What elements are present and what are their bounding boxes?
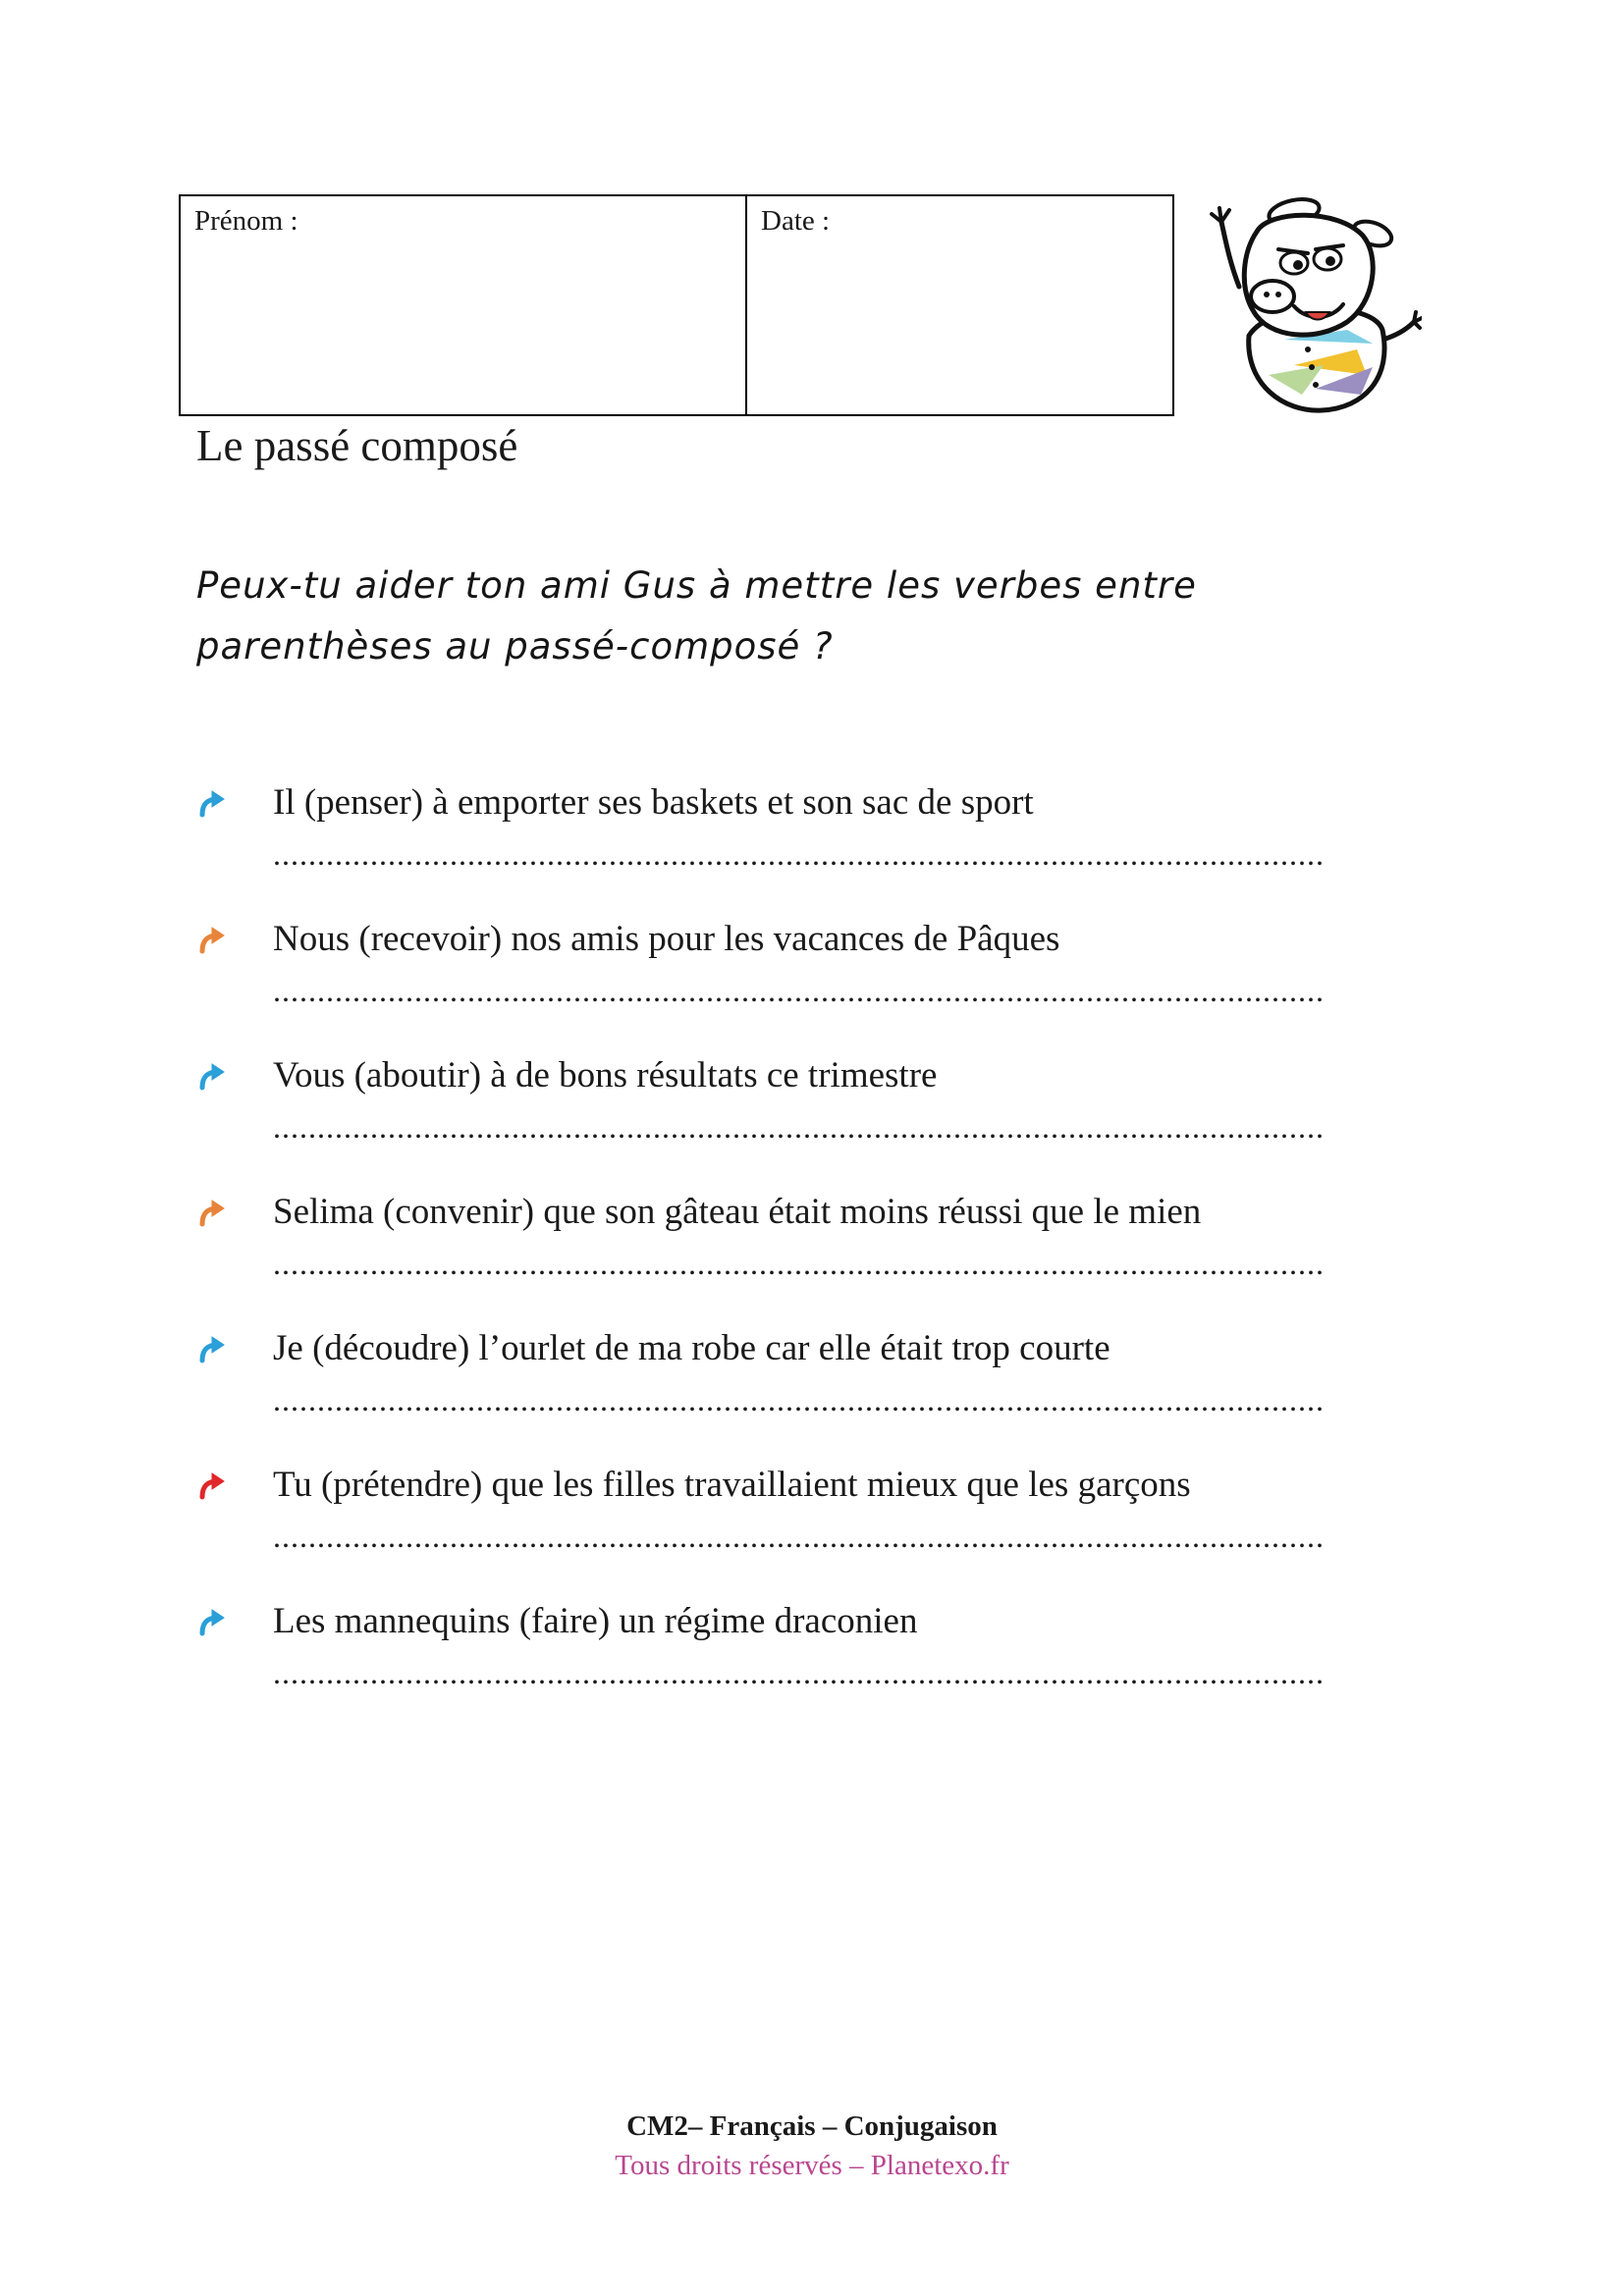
exercise-item (196, 781, 1473, 918)
name-field[interactable] (181, 196, 747, 414)
curved-arrow-icon (196, 1060, 228, 1092)
instruction-text: Peux-tu aider ton ami Gus à mettre les verbes entre parenthèses au passé-composé ? (196, 564, 1197, 667)
date-label: Date : (761, 205, 831, 237)
exercise-sentence: Les mannequins (faire) un régime draconien (273, 1601, 918, 1641)
page-title: Le passé composé (196, 421, 518, 470)
curved-arrow-icon (196, 1606, 228, 1637)
name-label: Prénom : (194, 205, 298, 237)
date-field[interactable] (747, 196, 1172, 414)
answer-line[interactable]: ....................................................................................................................... (273, 1382, 1325, 1417)
exercise-sentence: Nous (recevoir) nos amis pour les vacances de Pâques (273, 919, 1060, 959)
curved-arrow-icon (196, 787, 228, 819)
exercise-item (196, 1600, 1473, 1736)
answer-line[interactable]: ....................................................................................................................... (273, 1655, 1325, 1690)
curved-arrow-icon (196, 1333, 228, 1364)
footer-copyright: Tous droits réservés – Planetexo.fr (615, 2150, 1009, 2181)
exercise-item (196, 918, 1473, 1054)
answer-line[interactable]: ....................................................................................................................... (273, 1519, 1325, 1554)
sheep-mascot-icon (1200, 192, 1422, 416)
exercise-sentence: Il (penser) à emporter ses baskets et son sac de sport (273, 782, 1034, 823)
answer-line[interactable]: ....................................................................................................................... (273, 1109, 1325, 1145)
footer-course: CM2– Français – Conjugaison (626, 2110, 998, 2142)
exercise-sentence: Selima (convenir) que son gâteau était moins réussi que le mien (273, 1192, 1202, 1232)
exercise-list (196, 781, 1473, 1736)
exercise-item (196, 1191, 1473, 1327)
curved-arrow-icon (196, 924, 228, 955)
curved-arrow-icon (196, 1469, 228, 1501)
exercise-item (196, 1054, 1473, 1191)
curved-arrow-icon (196, 1197, 228, 1228)
answer-line[interactable]: ....................................................................................................................... (273, 836, 1325, 872)
exercise-sentence: Vous (aboutir) à de bons résultats ce trimestre (273, 1055, 938, 1095)
exercise-sentence: Tu (prétendre) que les filles travaillaient mieux que les garçons (273, 1465, 1191, 1505)
exercise-item (196, 1327, 1473, 1464)
answer-line[interactable]: ....................................................................................................................... (273, 1246, 1325, 1281)
student-info-table (179, 194, 1174, 416)
exercise-sentence: Je (découdre) l’ourlet de ma robe car elle était trop courte (273, 1328, 1110, 1368)
answer-line[interactable]: ....................................................................................................................... (273, 973, 1325, 1008)
exercise-item (196, 1464, 1473, 1600)
page-footer (0, 2107, 1624, 2185)
